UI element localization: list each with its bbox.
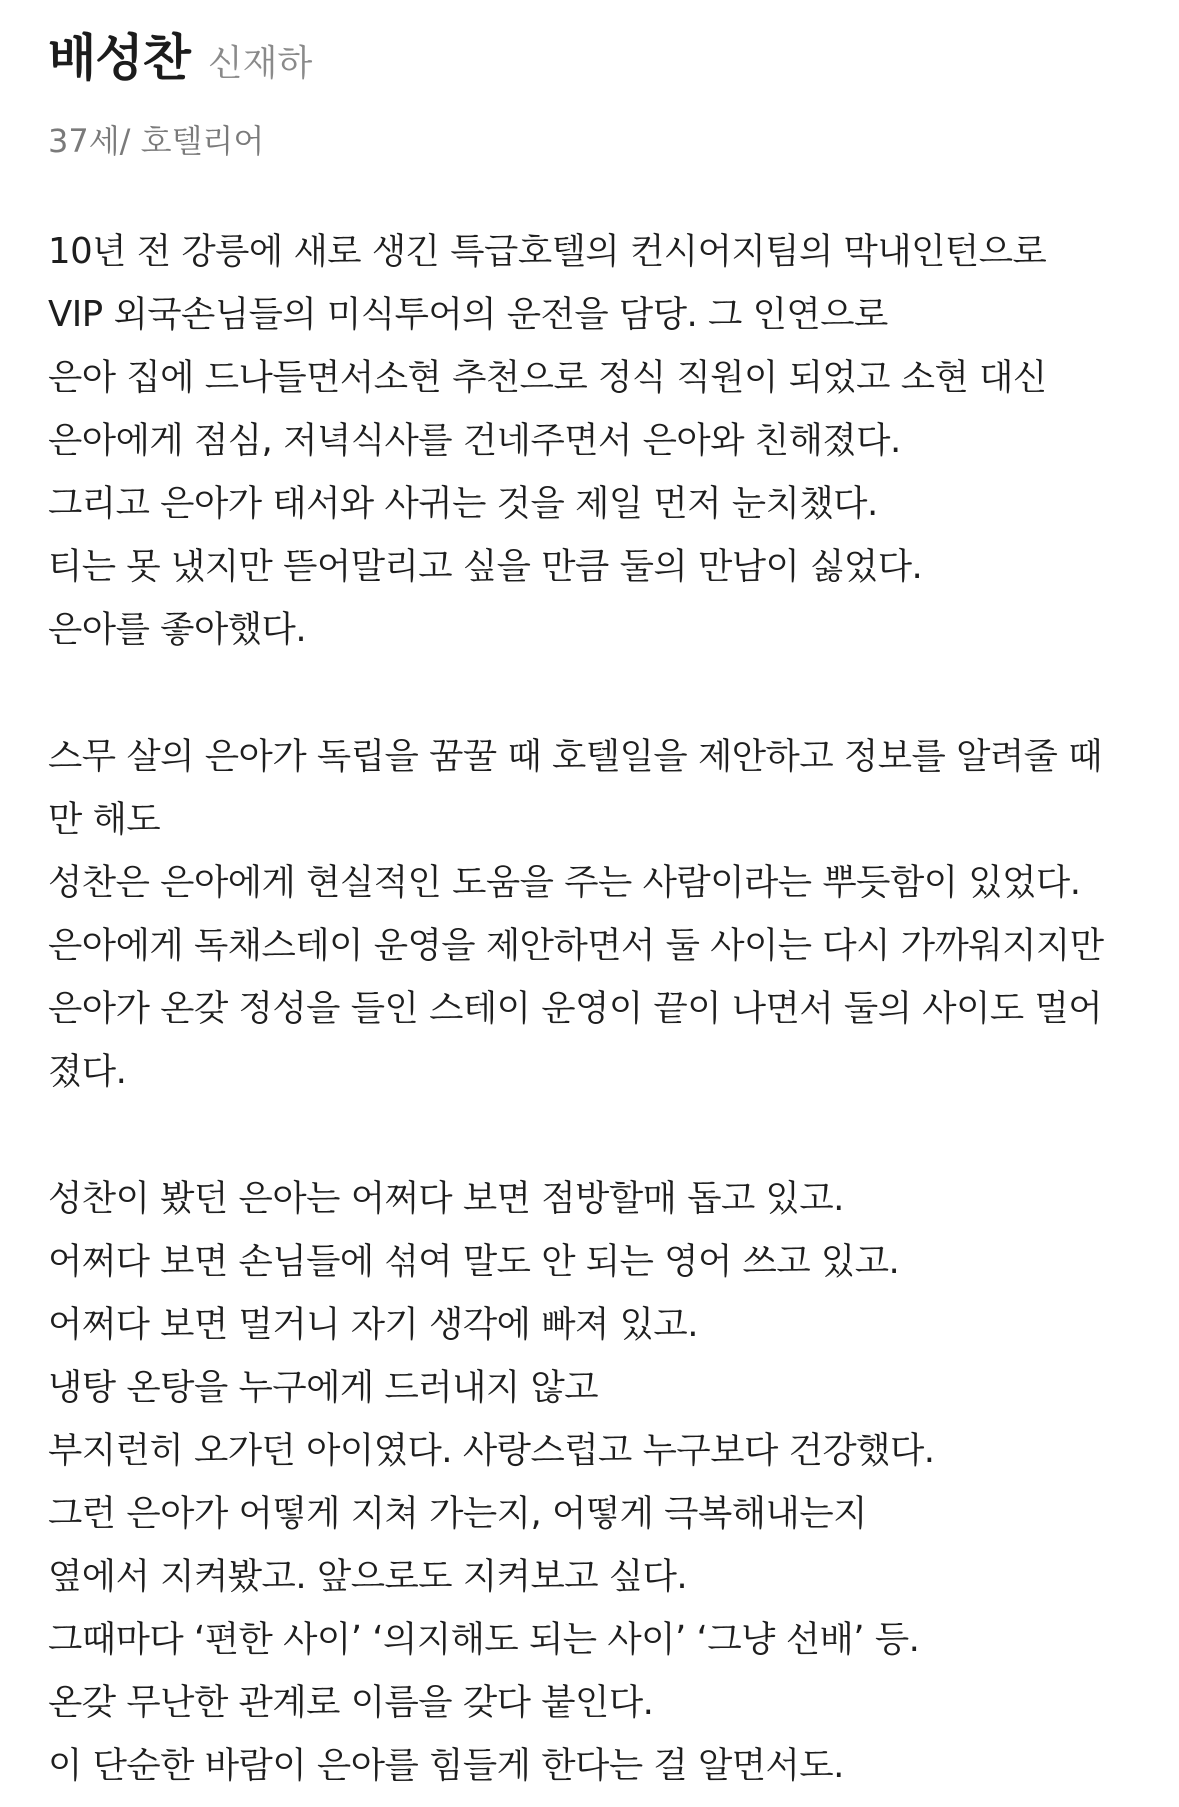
character-age-occupation: 37세/ 호텔리어 [48,122,265,160]
description-line: 10년 전 강릉에 새로 생긴 특급호텔의 컨시어지팀의 막내인턴으로 [48,231,1047,272]
description-line: 성찬이 봤던 은아는 어쩌다 보면 점방할매 돕고 있고. [48,1178,844,1219]
description-line: 어쩌다 보면 멀거니 자기 생각에 빠져 있고. [48,1304,698,1345]
description-line: 은아가 온갖 정성을 들인 스테이 운영이 끝이 나면서 둘의 사이도 멀어 [48,988,1103,1029]
description-line: 온갖 무난한 관계로 이름을 갖다 붙인다. [48,1682,654,1723]
character-name: 배성찬 [48,29,190,87]
description-line: 만 해도 [48,799,161,840]
description-paragraph [48,725,1131,1103]
description-paragraph [48,1167,1131,1797]
profile-header [48,18,1131,98]
character-description [48,220,1131,1797]
description-line: 성찬은 은아에게 현실적인 도움을 주는 사람이라는 뿌듯함이 있었다. [48,862,1081,903]
actor-name: 신재하 [207,43,313,84]
description-line: 그때마다 ‘편한 사이’ ‘의지해도 되는 사이’ ‘그냥 선배’ 등. [48,1619,920,1660]
description-line: 그런 은아가 어떻게 지쳐 가는지, 어떻게 극복해내는지 [48,1493,867,1534]
description-line: 은아를 좋아했다. [48,609,307,650]
description-line: 냉탕 온탕을 누구에게 드러내지 않고 [48,1367,599,1408]
description-line: 티는 못 냈지만 뜯어말리고 싶을 만큼 둘의 만남이 싫었다. [48,546,923,587]
description-line: 어쩌다 보면 손님들에 섞여 말도 안 되는 영어 쓰고 있고. [48,1241,900,1282]
description-line: 은아에게 점심, 저녁식사를 건네주면서 은아와 친해졌다. [48,420,901,461]
description-line: 졌다. [48,1051,127,1092]
description-line: 이 단순한 바람이 은아를 힘들게 한다는 걸 알면서도. [48,1745,844,1786]
description-line: 그리고 은아가 태서와 사귀는 것을 제일 먼저 눈치챘다. [48,483,878,524]
description-line: VIP 외국손님들의 미식투어의 운전을 담당. 그 인연으로 [48,294,888,335]
description-line: 은아에게 독채스테이 운영을 제안하면서 둘 사이는 다시 가까워지지만 [48,925,1104,966]
description-line: 은아 집에 드나들면서소현 추천으로 정식 직원이 되었고 소현 대신 [48,357,1047,398]
description-line: 부지런히 오가던 아이였다. 사랑스럽고 누구보다 건강했다. [48,1430,935,1471]
description-line: 옆에서 지켜봤고. 앞으로도 지켜보고 싶다. [48,1556,688,1597]
description-line: 스무 살의 은아가 독립을 꿈꿀 때 호텔일을 제안하고 정보를 알려줄 때 [48,736,1103,777]
description-paragraph [48,220,1131,661]
